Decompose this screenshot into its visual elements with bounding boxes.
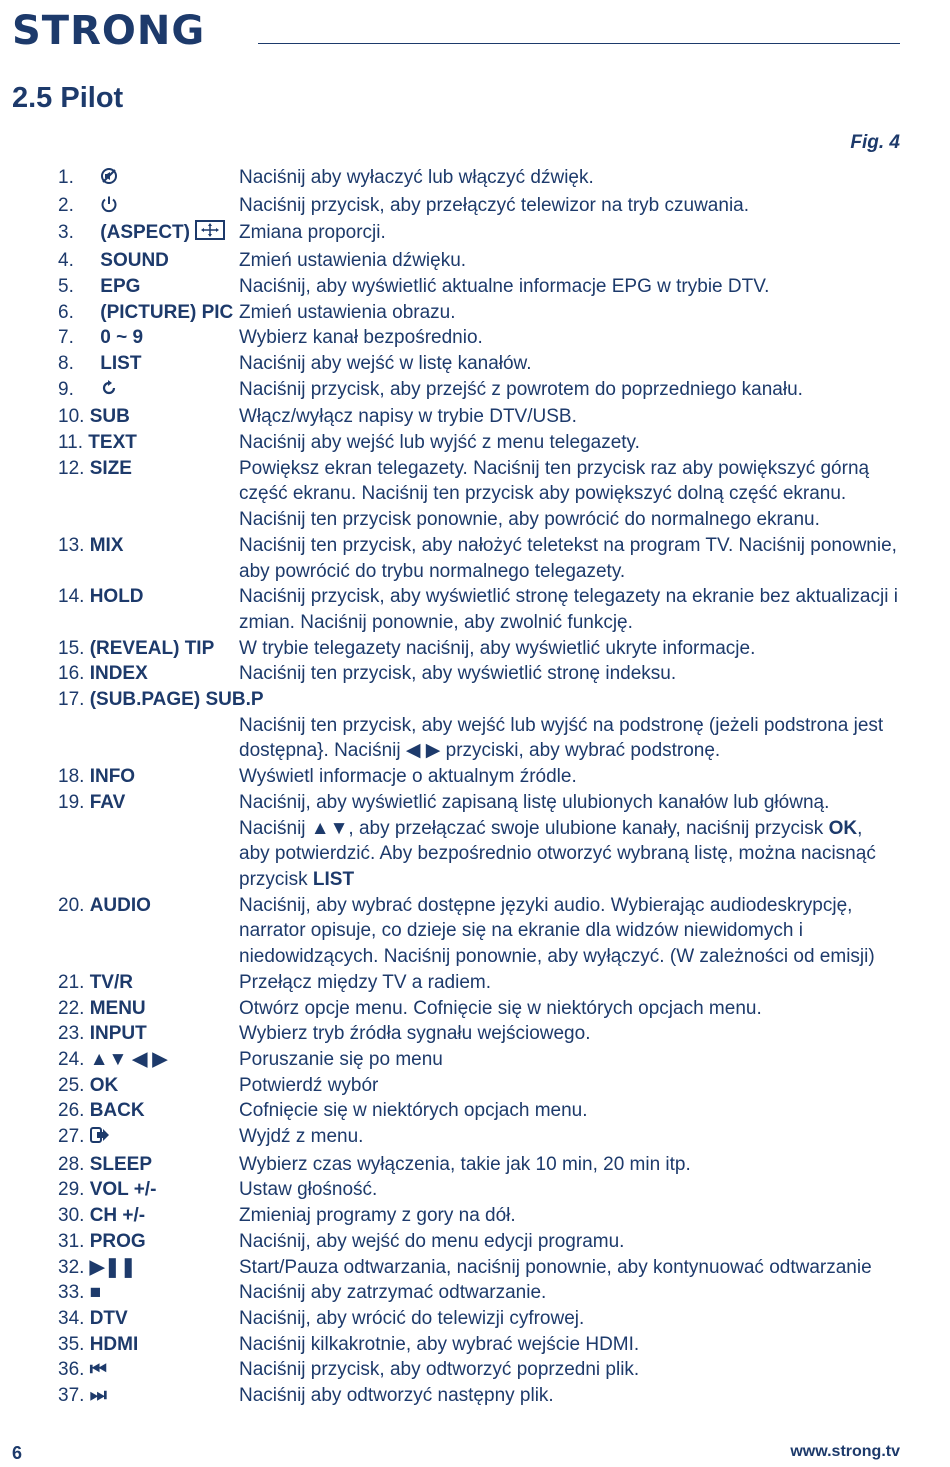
key-name [58,325,239,351]
key-label-aspect: (ASPECT) [100,222,190,244]
power-icon [100,195,118,221]
figure-label: Fig. 4 [850,132,900,153]
key-description: Zmień ustawienia obrazu. [239,301,456,323]
key-description: Naciśnij aby wyłaczyć lub włączyć dźwięk. [239,167,594,188]
item-number: 28. [58,1153,85,1175]
key-description-continued: część ekranu. Naciśnij ten przycisk aby powiększyć dolną część ekranu. [239,483,847,505]
key-name [58,165,239,193]
key-name [58,1280,239,1306]
list-item [58,790,903,816]
list-item [58,893,903,919]
key-description: Zmiana proporcji. [239,222,386,244]
key-name [58,636,239,662]
key-description: Wyjdź z menu. [239,1126,364,1148]
item-number: 7. [58,327,74,349]
key-label-sub: SUB [89,406,130,428]
key-description: Naciśnij aby wejść w listę kanałów. [239,352,532,374]
key-label-symbol: ⏭ [89,1385,107,1407]
key-label-prog: PROG [89,1230,146,1252]
list-item [58,351,903,377]
key-name [58,584,239,610]
list-item [58,165,903,193]
key-name [58,1332,239,1358]
key-description: Naciśnij aby zatrzymać odtwarzanie. [239,1282,547,1304]
key-label-vol: VOL +/- [89,1179,157,1201]
list-item [58,456,903,482]
key-description-continued: narrator opisuje, co dzieje się na ekranie dla widzów niewidomych i [239,920,803,942]
item-number: 8. [58,352,74,374]
item-number: 2. [58,194,74,216]
list-item [58,687,903,713]
header-divider [258,43,900,44]
item-number: 18. [58,766,85,788]
remote-key-list [58,165,903,1409]
key-description-continued: przycisk LIST [239,868,355,890]
list-item [58,1021,903,1047]
item-number: 37. [58,1385,85,1407]
key-description: Naciśnij przycisk, aby wyświetlić stronę telegazety na ekranie bez aktualizacji i [239,586,898,608]
key-description: Naciśnij aby wejść lub wyjść z menu telegazety. [239,432,640,454]
website-link[interactable]: www.strong.tv [790,1443,900,1460]
item-number: 1. [58,167,74,188]
key-name [58,533,239,559]
list-item [58,996,903,1022]
key-label-input: INPUT [89,1023,147,1045]
item-number: 14. [58,586,85,608]
item-number: 27. [58,1126,85,1148]
key-description-continued: Naciśnij ten przycisk, aby wejść lub wyjść na podstronę (jeżeli podstrona jest [239,714,884,736]
key-name [58,996,239,1022]
key-description-continued: zmian. Naciśnij ponownie, aby zwolnić funkcję. [239,611,633,633]
key-description: Przełącz między TV a radiem. [239,971,492,993]
key-description: Naciśnij aby odtworzyć następny plik. [239,1385,554,1407]
item-number: 19. [58,791,85,813]
key-label-symbol: ▲▼ ◀ ▶ [89,1048,168,1070]
key-description: Potwierdź wybór [239,1074,379,1096]
list-item [58,377,903,405]
key-label-0-9: 0 ~ 9 [100,327,144,349]
item-number: 25. [58,1074,85,1096]
list-item [58,1073,903,1099]
item-number: 11. [58,432,84,454]
list-item [58,970,903,996]
key-label-text: TEXT [88,432,137,454]
key-label-ch: CH +/- [89,1205,146,1227]
list-item [58,404,903,430]
key-description: W trybie telegazety naciśnij, aby wyświetlić ukryte informacje. [239,637,756,659]
key-name [58,764,239,790]
key-description: Powiększ ekran telegazety. Naciśnij ten przycisk raz aby powiększyć górną [239,457,870,479]
key-description: Naciśnij, aby wyświetlić zapisaną listę ulubionych kanałów lub główną. [239,791,830,813]
key-description: Start/Pauza odtwarzania, naciśnij ponownie, aby kontynuować odtwarzanie [239,1256,872,1278]
key-description: Cofnięcie się w niektórych opcjach menu. [239,1100,588,1122]
item-number: 17. [58,689,85,711]
key-description: Ustaw głośność. [239,1179,378,1201]
key-description: Naciśnij kilkakrotnie, aby wybrać wejście HDMI. [239,1333,640,1355]
page-number: 6 [12,1443,23,1463]
list-item [58,636,903,662]
item-number: 9. [58,378,74,400]
exit-icon [90,1126,110,1152]
key-description: Naciśnij, aby wrócić do telewizji cyfrowej. [239,1307,585,1329]
key-label-sleep: SLEEP [89,1153,153,1175]
key-description-continued: aby potwierdzić. Aby bezpośrednio otworzyć wybraną listę, można nacisnąć [239,843,876,865]
key-name [58,377,239,405]
key-label-back: BACK [89,1100,145,1122]
list-item [58,533,903,559]
aspect-icon [195,220,225,248]
key-name [58,300,239,326]
key-description: Naciśnij ten przycisk, aby wyświetlić stronę indeksu. [239,663,677,685]
key-description: Naciśnij, aby wyświetlić aktualne informacje EPG w trybie DTV. [239,275,770,297]
key-description: Naciśnij przycisk, aby przejść z powrotem do poprzedniego kanału. [239,378,803,400]
list-item [58,1383,903,1409]
mute-icon [100,167,118,193]
item-number: 12. [58,457,85,479]
key-label-dtv: DTV [89,1307,128,1329]
item-number: 26. [58,1100,85,1122]
key-description: Otwórz opcje menu. Cofnięcie się w niektórych opcjach menu. [239,997,762,1019]
key-name [58,351,239,377]
key-label-reveal-tip: (REVEAL) TIP [89,637,215,659]
recall-icon [100,379,118,405]
key-name [58,687,264,713]
key-description: Wybierz tryb źródła sygnału wejściowego. [239,1023,591,1045]
list-item [58,1229,903,1255]
item-number: 15. [58,637,85,659]
list-item [58,193,903,221]
key-name [58,456,239,482]
item-number: 29. [58,1179,85,1201]
list-item [58,1124,903,1152]
key-description: Naciśnij ten przycisk, aby nałożyć teletekst na program TV. Naciśnij ponownie, [239,534,897,556]
key-name [58,404,239,430]
list-item [58,1098,903,1124]
key-name [58,1229,239,1255]
key-label-list: LIST [100,352,142,374]
key-label-sub-page-sub-p: (SUB.PAGE) SUB.P [89,689,264,711]
key-description-continued: dostępna}. Naciśnij ◀ ▶ przyciski, aby wybrać podstronę. [239,740,721,762]
key-label-menu: MENU [89,997,146,1019]
item-number: 20. [58,894,85,916]
key-description-continued: Naciśnij ▲▼, aby przełączać swoje ulubione kanały, naciśnij przycisk OK, [239,817,863,839]
key-name [58,1203,239,1229]
list-item [58,430,903,456]
key-name [58,220,239,248]
key-label-tv-r: TV/R [89,971,133,993]
key-label-symbol: ■ [89,1282,102,1304]
key-description: Poruszanie się po menu [239,1048,443,1070]
item-number: 24. [58,1048,85,1070]
key-label-info: INFO [89,766,136,788]
list-item [58,1047,903,1073]
key-label-symbol: ▶❚❚ [89,1256,137,1278]
item-number: 16. [58,663,85,685]
key-name [58,1021,239,1047]
list-item [58,325,903,351]
list-item [58,1152,903,1178]
key-name [58,893,239,919]
item-number: 31. [58,1230,85,1252]
item-number: 5. [58,275,74,297]
key-name [58,430,239,456]
key-description-continued: Naciśnij ten przycisk ponownie, aby powrócić do normalnego ekranu. [239,509,820,531]
list-item [58,248,903,274]
key-description: Wybierz kanał bezpośrednio. [239,327,483,349]
list-item [58,1280,903,1306]
key-name [58,1255,239,1281]
list-item [58,1177,903,1203]
key-description: Zmieniaj programy z gory na dół. [239,1205,516,1227]
list-item [58,1203,903,1229]
key-name [58,1124,239,1152]
key-description-continued: niedowidzących. Naciśnij ponownie, aby wyłączyć. (W zależności od emisji) [239,946,875,968]
key-description: Naciśnij, aby wejść do menu edycji programu. [239,1230,625,1252]
key-description: Naciśnij, aby wybrać dostępne języki audio. Wybierając audiodeskrypcję, [239,894,853,916]
key-name [58,193,239,221]
key-name [58,248,239,274]
key-name [58,1177,239,1203]
list-item [58,584,903,610]
item-number: 30. [58,1205,85,1227]
key-label-hold: HOLD [89,586,144,608]
key-label-index: INDEX [89,663,148,685]
item-number: 10. [58,406,85,428]
item-number: 35. [58,1333,85,1355]
list-item [58,661,903,687]
key-label-hdmi: HDMI [89,1333,139,1355]
key-name [58,1073,239,1099]
key-label-epg: EPG [100,275,141,297]
item-number: 4. [58,250,74,272]
item-number: 13. [58,534,85,556]
key-label-picture-pic: (PICTURE) PIC [100,301,234,323]
key-name [58,1098,239,1124]
key-label-mix: MIX [89,534,124,556]
section-title: 2.5 Pilot [12,82,124,114]
list-item [58,1332,903,1358]
key-label-ok: OK [89,1074,119,1096]
key-label-size: SIZE [89,457,132,479]
brand-logo: STRONG [12,8,206,54]
item-number: 23. [58,1023,85,1045]
key-name [58,970,239,996]
list-item [58,1306,903,1332]
key-name [58,1047,239,1073]
key-label-fav: FAV [89,791,126,813]
key-description: Włącz/wyłącz napisy w trybie DTV/USB. [239,406,577,428]
key-name [58,661,239,687]
item-number: 32. [58,1256,85,1278]
key-description: Wyświetl informacje o aktualnym źródle. [239,766,577,788]
key-label-sound: SOUND [100,250,169,272]
key-description: Naciśnij przycisk, aby odtworzyć poprzedni plik. [239,1359,640,1381]
key-name [58,1306,239,1332]
item-number: 22. [58,997,85,1019]
list-item [58,300,903,326]
item-number: 33. [58,1282,85,1304]
list-item [58,764,903,790]
list-item [58,1255,903,1281]
list-item [58,1357,903,1383]
item-number: 21. [58,971,85,993]
key-name [58,1383,239,1409]
item-number: 6. [58,301,74,323]
item-number: 3. [58,222,74,244]
key-description: Wybierz czas wyłączenia, takie jak 10 min, 20 min itp. [239,1153,691,1175]
key-name [58,274,239,300]
item-number: 36. [58,1359,85,1381]
item-number: 34. [58,1307,85,1329]
key-name [58,790,239,816]
key-label-audio: AUDIO [89,894,151,916]
key-name [58,1357,239,1383]
list-item [58,274,903,300]
key-description: Zmień ustawienia dźwięku. [239,250,467,272]
key-description: Naciśnij przycisk, aby przełączyć telewizor na tryb czuwania. [239,194,750,216]
key-name [58,1152,239,1178]
list-item [58,220,903,248]
key-label-symbol: ⏮ [89,1359,107,1381]
key-description-continued: aby powrócić do trybu normalnego telegazety. [239,560,626,582]
